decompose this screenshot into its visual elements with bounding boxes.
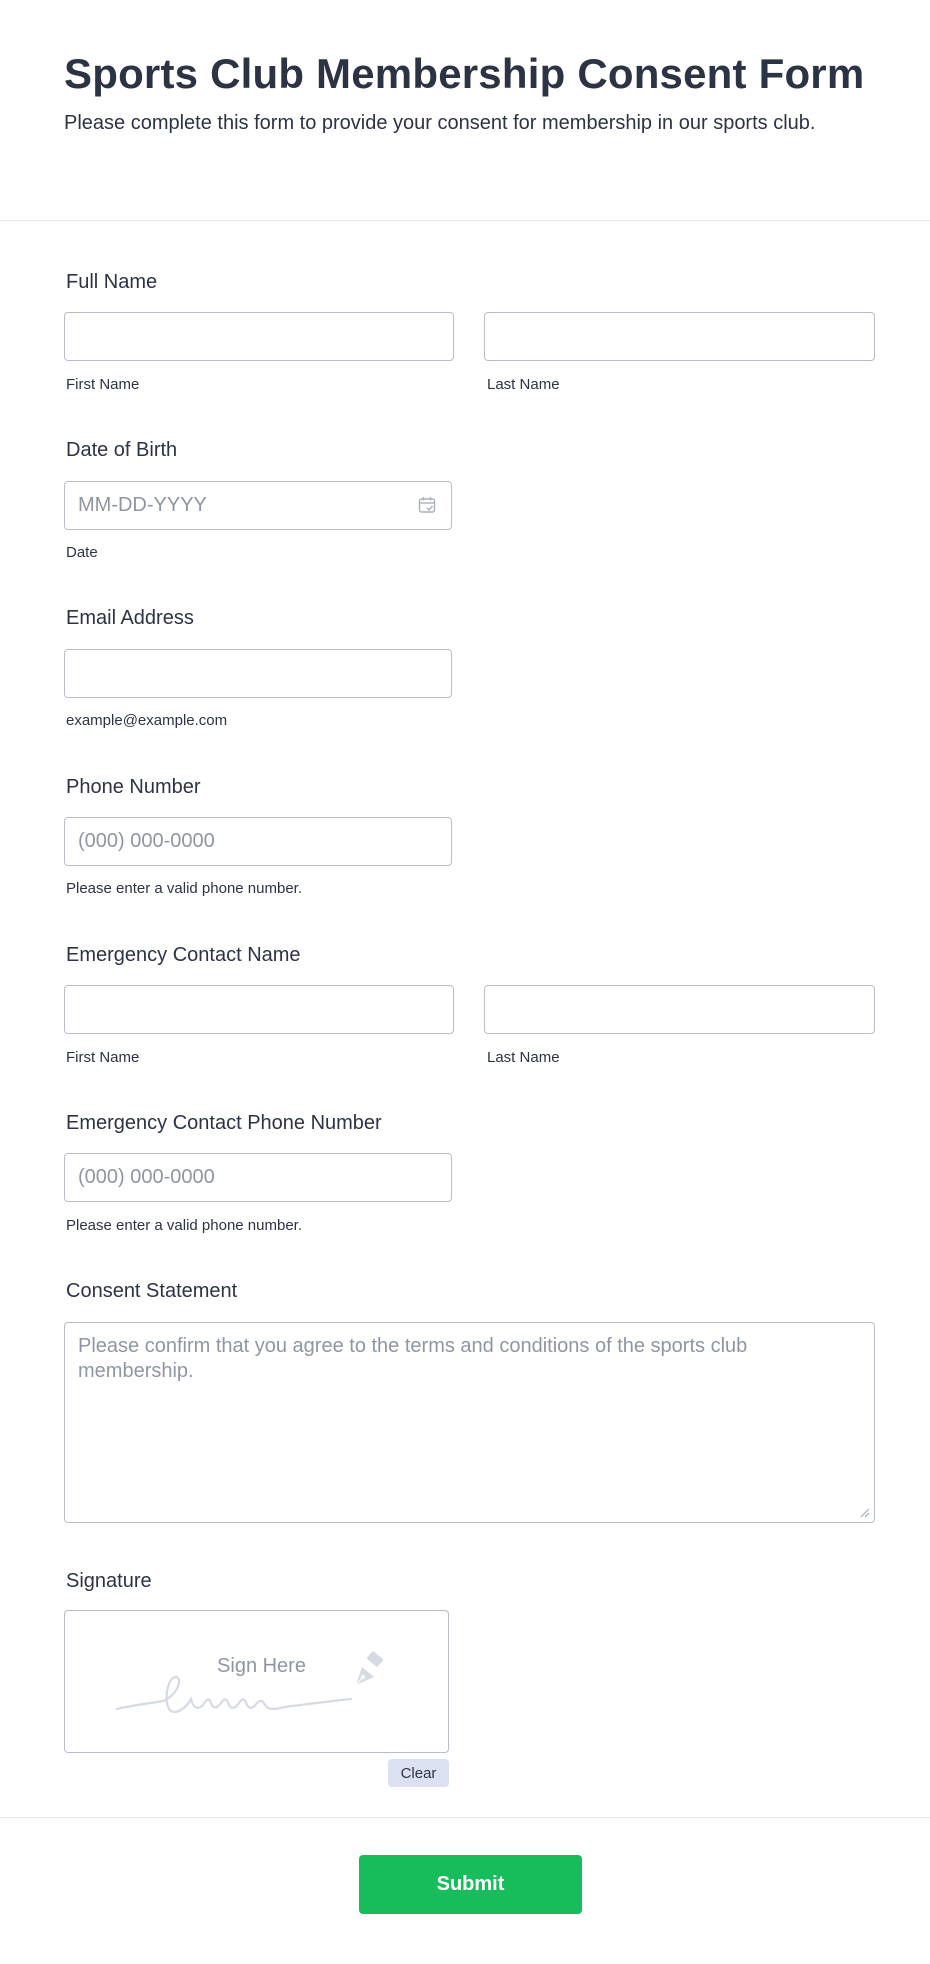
- dob-input[interactable]: [64, 481, 452, 530]
- submit-button[interactable]: Submit: [359, 1855, 582, 1914]
- footer-divider: [0, 1817, 930, 1818]
- full-name-label: Full Name: [66, 271, 158, 293]
- phone-sublabel: Please enter a valid phone number.: [66, 880, 302, 897]
- consent-label: Consent Statement: [66, 1280, 238, 1302]
- form-header: [0, 0, 930, 221]
- resize-grip-icon[interactable]: [860, 1508, 870, 1518]
- first-name-input[interactable]: [64, 312, 454, 361]
- emergency-last-name-sublabel: Last Name: [487, 1049, 560, 1066]
- last-name-sublabel: Last Name: [487, 376, 560, 393]
- email-input[interactable]: [64, 649, 452, 698]
- page-title: Sports Club Membership Consent Form: [64, 50, 865, 97]
- signature-label: Signature: [66, 1570, 152, 1592]
- email-sublabel: example@example.com: [66, 712, 228, 729]
- email-label: Email Address: [66, 607, 194, 629]
- last-name-input[interactable]: [484, 312, 875, 361]
- signature-pad[interactable]: [64, 1610, 449, 1753]
- consent-textarea[interactable]: [64, 1322, 875, 1523]
- dob-label: Date of Birth: [66, 439, 178, 461]
- emergency-first-name-input[interactable]: [64, 985, 454, 1034]
- clear-signature-button[interactable]: Clear: [388, 1759, 449, 1787]
- sign-here-text: Sign Here: [217, 1655, 306, 1677]
- emergency-first-name-sublabel: First Name: [66, 1049, 140, 1066]
- pen-nib-icon: [348, 1651, 386, 1691]
- dob-sublabel: Date: [66, 544, 98, 561]
- first-name-sublabel: First Name: [66, 376, 140, 393]
- emergency-phone-label: Emergency Contact Phone Number: [66, 1112, 382, 1134]
- emergency-phone-input[interactable]: [64, 1153, 452, 1202]
- calendar-icon[interactable]: [418, 496, 436, 514]
- emergency-last-name-input[interactable]: [484, 985, 875, 1034]
- phone-label: Phone Number: [66, 776, 201, 798]
- phone-input[interactable]: [64, 817, 452, 866]
- emergency-name-label: Emergency Contact Name: [66, 944, 301, 966]
- page-subtitle: Please complete this form to provide your consent for membership in our sports club.: [64, 112, 816, 134]
- emergency-phone-sublabel: Please enter a valid phone number.: [66, 1217, 302, 1234]
